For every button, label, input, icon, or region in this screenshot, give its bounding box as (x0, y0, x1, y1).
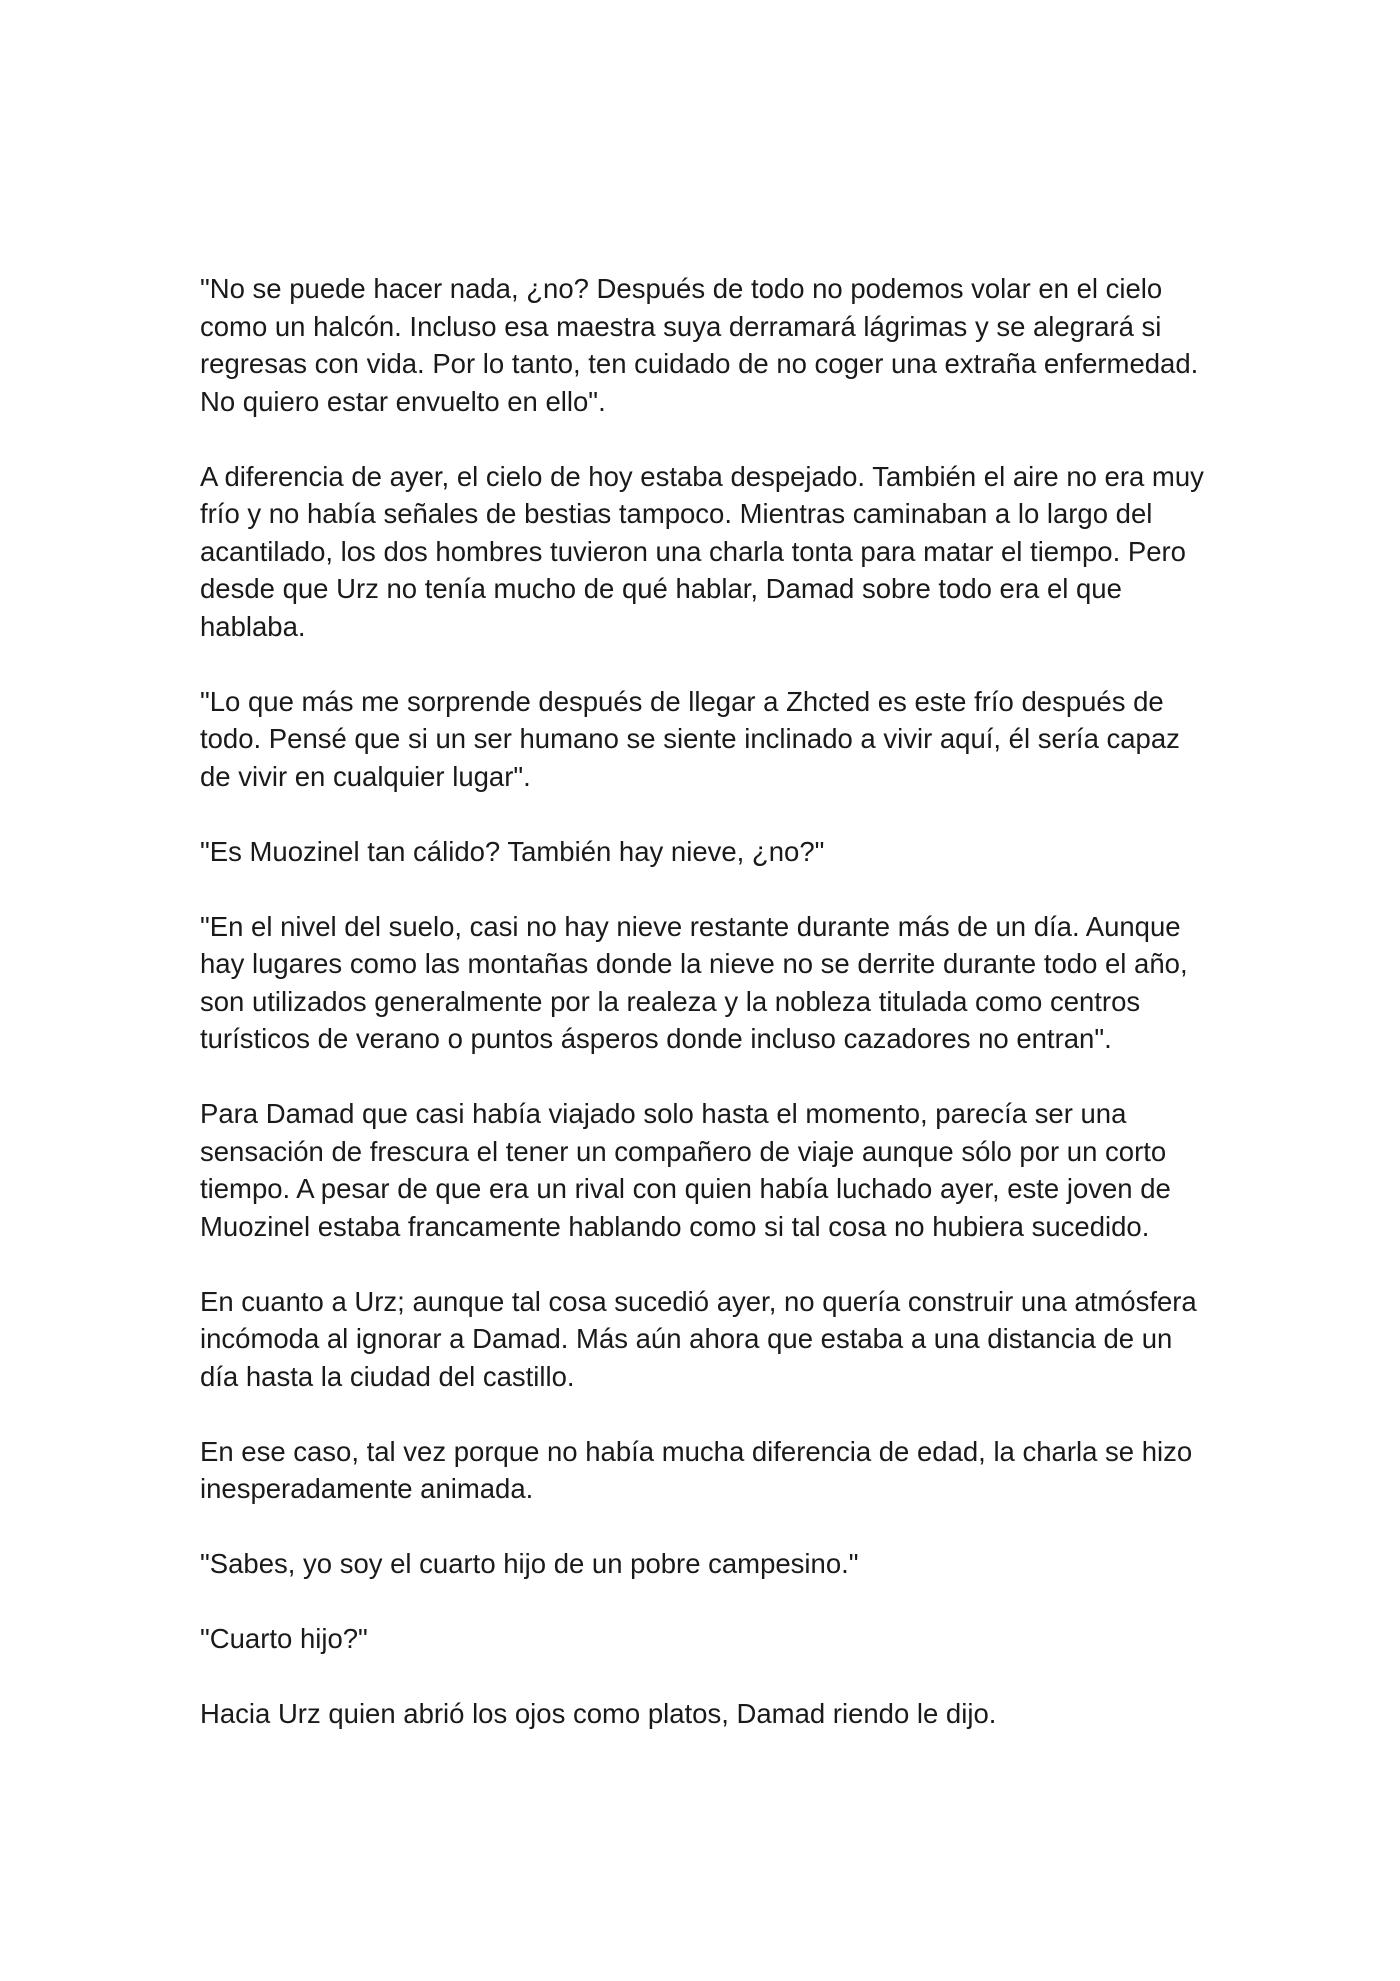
paragraph: A diferencia de ayer, el cielo de hoy estaba despejado. También el aire no era muy frío y no había señales de bestias tampoco. Mientras caminaban a lo largo del acantilado, los dos hombres tuvieron una charla tonta para matar el tiempo. Pero desde que Urz no tenía mucho de qué hablar, Damad sobre todo era el que hablaba. (200, 460, 1204, 642)
paragraph: En cuanto a Urz; aunque tal cosa sucedió ayer, no quería construir una atmósfera incómoda al ignorar a Damad. Más aún ahora que estaba a una distancia de un día hasta la ciudad del castillo. (200, 1285, 1197, 1392)
paragraph: "Lo que más me sorprende después de llegar a Zhcted es este frío después de todo. Pensé que si un ser humano se siente inclinado a vivir aquí, él sería capaz de vivir en cualquier lugar". (200, 685, 1180, 792)
paragraph: "Es Muozinel tan cálido? También hay nieve, ¿no?" (200, 835, 825, 867)
paragraph: "Sabes, yo soy el cuarto hijo de un pobre campesino." (200, 1548, 859, 1579)
paragraph: En ese caso, tal vez porque no había mucha diferencia de edad, la charla se hizo inesperadamente animada. (200, 1435, 1193, 1504)
paragraph: "No se puede hacer nada, ¿no? Después de todo no podemos volar en el cielo como un halcón. Incluso esa maestra suya derramará lágrimas y se alegrará si regresas con vida. Por lo tanto, ten cuidado de no coger una extraña enfermedad. No quiero estar envuelto en ello". (200, 273, 1199, 417)
paragraph: Hacia Urz quien abrió los ojos como platos, Damad riendo le dijo. (200, 1698, 997, 1729)
paragraph: "En el nivel del suelo, casi no hay nieve restante durante más de un día. Aunque hay lugares como las montañas donde la nieve no se derrite durante todo el año, son utilizados generalmente por la realeza y la nobleza titulada como centros turísticos de verano o puntos ásperos donde incluso cazadores no entran". (200, 910, 1188, 1054)
paragraph: "Cuarto hijo?" (200, 1623, 368, 1654)
paragraph: Para Damad que casi había viajado solo hasta el momento, parecía ser una sensación de frescura el tener un compañero de viaje aunque sólo por un corto tiempo. A pesar de que era un rival con quien había luchado ayer, este joven de Muozinel estaba francamente hablando como si tal cosa no hubiera sucedido. (200, 1098, 1171, 1242)
document-body (200, 270, 1210, 1733)
